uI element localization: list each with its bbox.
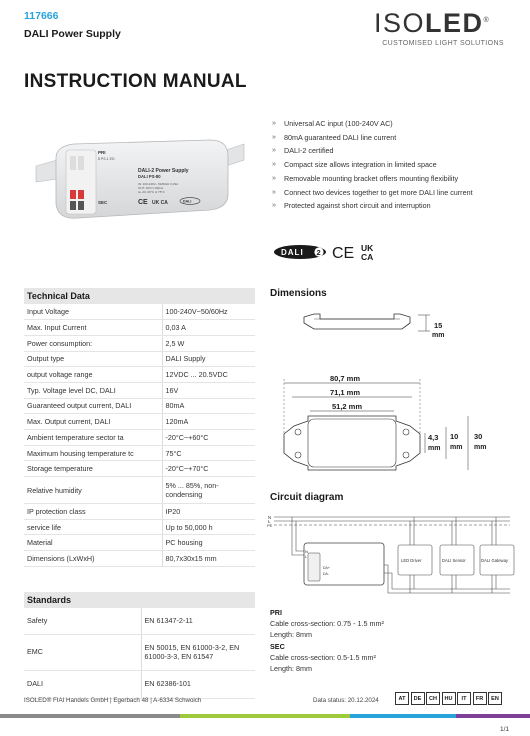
ukca-mark-top: UK [361,243,374,253]
spec-value: PC housing [162,535,255,551]
spec-label: service life [24,519,162,535]
technical-data-table [24,288,255,567]
spec-value: 80,7x30x15 mm [162,551,255,567]
circuit-box-dali-sensor: DALI Sensor [442,558,466,563]
table-row [24,551,255,567]
spec-label: output voltage range [24,367,162,383]
photo-label-spec1: IN: 100-240V~ 50/60Hz 0,03A [138,182,179,186]
cable-notes [270,607,384,674]
spec-label: IP protection class [24,504,162,520]
table-row [24,382,255,398]
table-row [24,367,255,383]
dim-width-mid-unit: mm [450,444,463,451]
dim-width-total-unit: mm [474,444,487,451]
spec-label: Material [24,535,162,551]
circuit-diagram [266,507,516,605]
table-row [24,398,255,414]
spec-value: 0,03 A [162,320,255,336]
circuit-box-dali-gateway: DALI Gateway [481,558,508,563]
spec-label: Output type [24,351,162,367]
language-badge: DE [411,692,425,705]
standards-heading: Standards [24,592,255,608]
spec-label: Maximum housing temperature tc [24,445,162,461]
dim-length-mid: 71,1 mm [330,388,361,397]
logo-tagline: CUSTOMISED LIGHT SOLUTIONS [382,40,504,47]
color-bar-segment [350,714,456,718]
svg-text:2: 2 [316,248,321,257]
product-name: DALI Power Supply [24,28,121,40]
table-row [24,535,255,551]
color-bar-segment [180,714,350,718]
sec-length: Length: 8mm [270,664,312,674]
sec-cross-section: Cable cross-section: 0.5-1.5 mm² [270,652,376,662]
spec-value: DALI Supply [162,351,255,367]
isoled-logo: ISOLED® CUSTOMISED LIGHT SOLUTIONS [374,8,504,47]
table-row [24,320,255,336]
photo-label-sec: SEC [98,200,108,205]
feature-item: » Protected against short circuit and interruption [272,199,522,213]
standard-value: EN 61347-2-11 [141,608,255,634]
feature-item: » 80mA guaranteed DALI line current [272,131,522,145]
dim-width-small: 4,3 [428,433,439,442]
spec-value: 16V [162,382,255,398]
spec-value: -20°C~+70°C [162,461,255,477]
spec-label: Input Voltage [24,304,162,320]
product-photo [34,138,246,220]
spec-label: Storage temperature [24,461,162,477]
pri-title: PRI [270,608,282,617]
spec-value: -20°C~+60°C [162,430,255,446]
spec-label: Typ. Voltage level DC, DALI [24,382,162,398]
photo-label-pri: PRI [98,150,106,155]
table-row [24,519,255,535]
table-row [24,634,255,670]
standards-table [24,592,255,699]
spec-value: 5% ... 85%, non-condensing [162,477,255,504]
footer-company: ISOLED® FIAI Handels GmbH | Egerbach 48 | A-6334 Schwoich [24,697,202,704]
feature-item: » Connect two devices together to get more DALI line current [272,186,522,200]
ce-mark: CE [332,245,355,262]
language-badge: AT [395,692,409,705]
color-bar-segment [456,714,530,718]
spec-label: Relative humidity [24,477,162,504]
spec-value: 100-240V~50/60Hz [162,304,255,320]
spec-label: Power consumption: [24,335,162,351]
feature-item: » Universal AC input (100-240V AC) [272,117,522,131]
table-row [24,335,255,351]
ukca-mark-bottom: CA [361,252,374,262]
standard-label: EMC [24,634,141,670]
technical-data-heading: Technical Data [24,288,255,304]
dim-width-mid: 10 [450,432,459,441]
standard-label: Safety [24,608,141,634]
spec-value: 75°C [162,445,255,461]
spec-value: Up to 50,000 h [162,519,255,535]
photo-dali-mark: DALI [183,199,192,204]
photo-label-spec3: ta -20..60°C tc 75°C [138,190,165,194]
dim-height-unit: mm [432,332,445,339]
spec-value: 12VDC ... 20.5VDC [162,367,255,383]
pri-length: Length: 8mm [270,630,312,640]
circuit-terminal-da-plus: DA+ [323,566,330,570]
circuit-label-n: N [268,515,272,520]
circuit-label-l: L [268,519,271,524]
feature-item: » Compact size allows integration in limited space [272,158,522,172]
circuit-terminal-da-minus: DA- [323,572,330,576]
standard-label: DALI [24,670,141,698]
photo-label-pri-spec: 8 PS-1 ED [98,157,115,161]
table-row [24,504,255,520]
table-row [24,670,255,698]
feature-list [272,117,522,213]
table-row [24,608,255,634]
photo-label-spec2: OUT: 16V== 80mA [138,186,164,190]
circuit-terminal-l: L [305,554,308,559]
table-row [24,477,255,504]
language-badges [395,692,502,705]
sec-title: SEC [270,641,285,651]
spec-label: Ambient temperature sector ta [24,430,162,446]
table-row [24,351,255,367]
dimensions-heading: Dimensions [270,288,327,299]
color-bar-segment [0,714,180,718]
item-number: 117666 [24,10,59,22]
standard-value: EN 62386-101 [141,670,255,698]
dali-2-logo [274,245,326,259]
dimensions-drawing [270,303,520,483]
dim-height-value: 15 [434,321,443,330]
data-status: Data status: 20.12.2024 [313,697,379,704]
spec-label: Dimensions (LxWxH) [24,551,162,567]
dim-length-total: 80,7 mm [330,374,361,383]
language-badge: EN [488,692,502,705]
spec-value: 2,5 W [162,335,255,351]
dim-width-total: 30 [474,432,483,441]
spec-label: Guaranteed output current, DALI [24,398,162,414]
table-row [24,445,255,461]
circuit-diagram-heading: Circuit diagram [270,492,344,503]
photo-ukca-mark: UK CA [152,200,168,206]
pri-cross-section: Cable cross-section: 0.75 - 1.5 mm² [270,619,384,629]
spec-value: 120mA [162,414,255,430]
spec-value: 80mA [162,398,255,414]
language-badge: CH [426,692,440,705]
language-badge: HU [442,692,456,705]
svg-text:DALI: DALI [281,248,304,257]
photo-label-title: DALI-2 Power Supply [138,168,189,174]
feature-item: » Removable mounting bracket offers mounting flexibility [272,172,522,186]
table-row [24,304,255,320]
standard-value: EN 50015, EN 61000-3-2, EN 61000-3-3, EN 61547 [141,634,255,670]
circuit-box-led-driver: LED Driver [401,558,422,563]
feature-item: » DALI-2 certified [272,144,522,158]
dim-width-small-unit: mm [428,445,441,452]
language-badge: IT [457,692,471,705]
spec-label: Max. Output current, DALI [24,414,162,430]
page-title: INSTRUCTION MANUAL [24,71,247,92]
table-row [24,414,255,430]
certification-logos [272,241,392,263]
table-row [24,461,255,477]
spec-value: IP20 [162,504,255,520]
spec-label: Max. Input Current [24,320,162,336]
page-number: 1/1 [500,726,510,733]
photo-label-model: DALI PS-80 [138,174,161,179]
photo-ce-mark: CE [138,199,148,206]
color-bar [0,714,530,718]
dim-length-inner: 51,2 mm [332,402,363,411]
circuit-terminal-n: N [305,549,308,554]
circuit-label-pe: PE [267,523,273,528]
table-row [24,430,255,446]
language-badge: FR [473,692,487,705]
